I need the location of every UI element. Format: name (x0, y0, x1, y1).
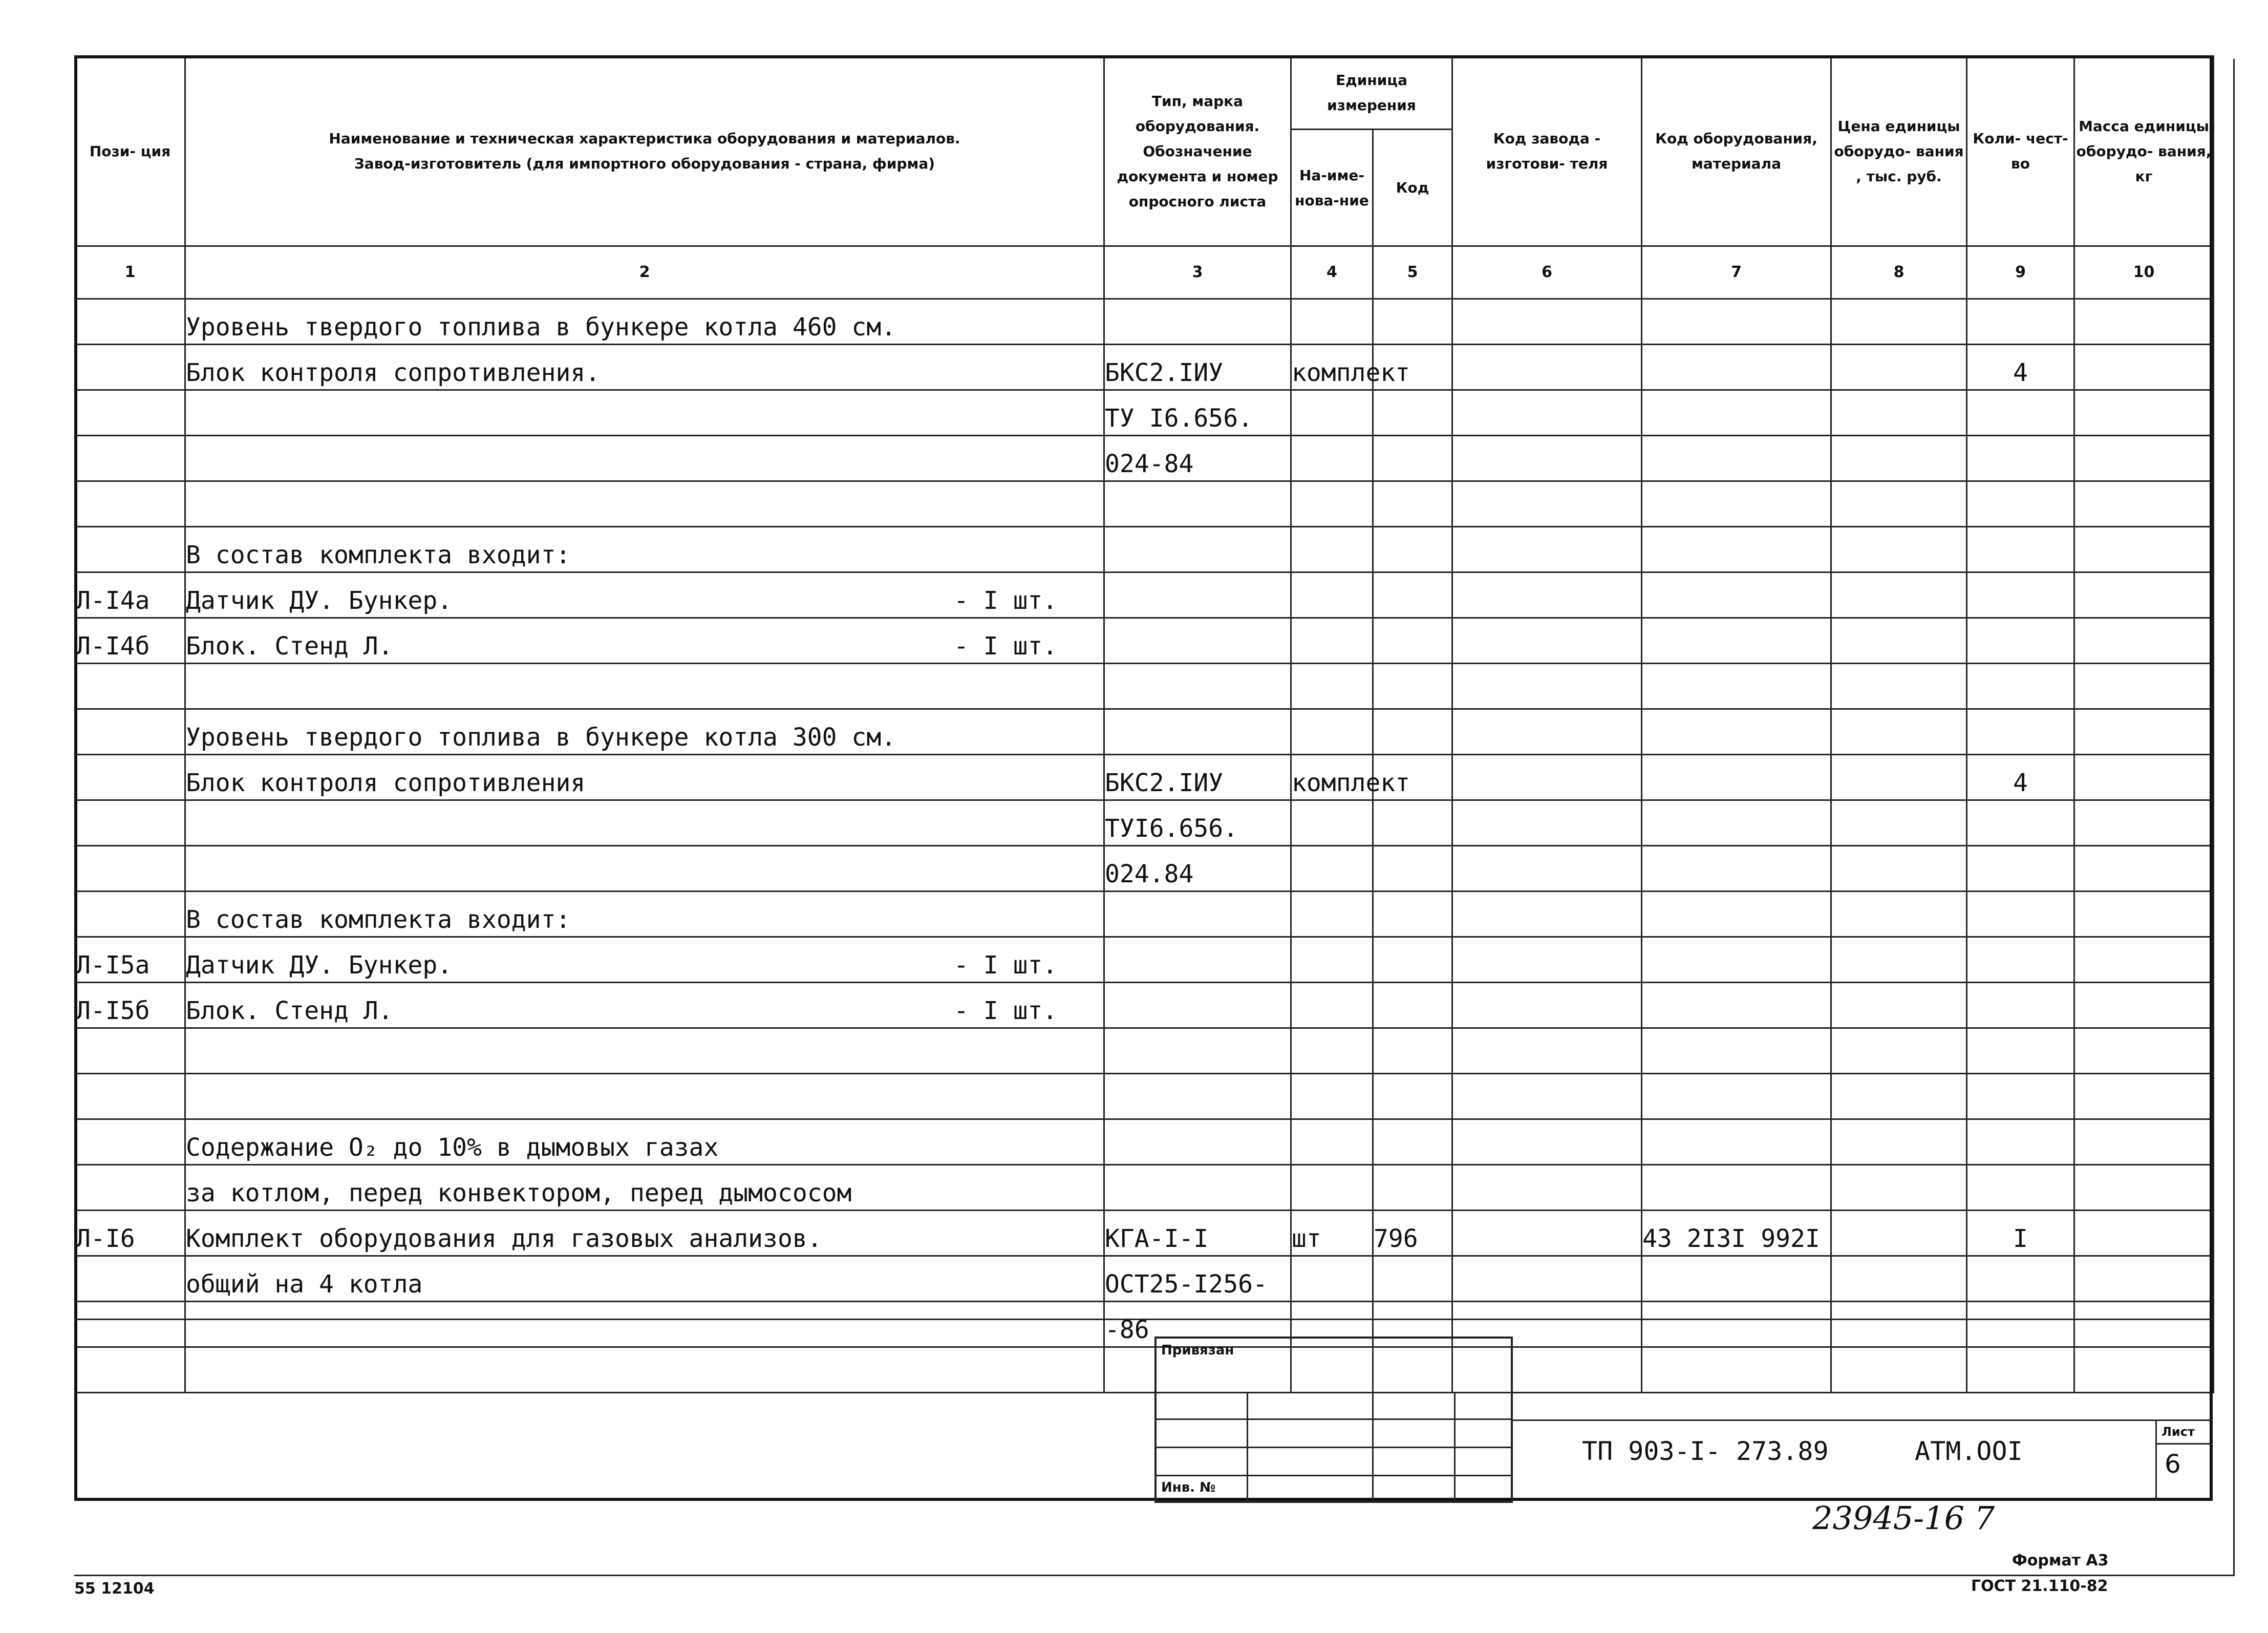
header-price: Цена единицы оборудо- вания , тыс. руб. (1831, 56, 1967, 246)
col-number: 7 (1642, 246, 1831, 299)
item-name: Блок контроля сопротивления. (186, 358, 601, 387)
stamp-line (1154, 1392, 1513, 1393)
item-name: В состав комплекта входит: (186, 541, 571, 569)
header-equip-code: Код оборудования, материала (1642, 56, 1831, 246)
item-name: Содержание O₂ до 10% в дымовых газах (186, 1133, 719, 1162)
header-unit-code: Код (1373, 130, 1452, 246)
type-cell: БКС2.IИУ (1104, 345, 1291, 390)
item-name: Блок. Стенд Л. (186, 996, 393, 1025)
count-cell: 4 (1967, 345, 2074, 390)
title-line (1513, 1419, 2213, 1421)
item-name: Уровень твердого топлива в бункере котла 460 см. (186, 313, 896, 342)
type-cell: 024.84 (1104, 846, 1291, 892)
col-number: 6 (1452, 246, 1642, 299)
outer-right-line (2233, 59, 2235, 1575)
position-cell: Л-I4а (75, 572, 185, 618)
sheet-number: 6 (2165, 1449, 2181, 1479)
col-number: 2 (185, 246, 1104, 299)
outer-bottom-line (74, 1575, 2235, 1576)
sheet-cell-line (2155, 1443, 2213, 1445)
type-cell: КГА-I-I (1104, 1211, 1291, 1256)
col-number: 1 (75, 246, 185, 299)
col-number: 9 (1967, 246, 2074, 299)
item-quantity: - I шт. (954, 632, 1058, 661)
item-name: Блок. Стенд Л. (186, 632, 393, 661)
title-block-top-line (74, 1319, 2213, 1320)
position-cell: Л-I4б (75, 618, 185, 664)
document-code: ТП 903-I- 273.89 (1582, 1436, 1829, 1466)
type-cell: -86 (1104, 1302, 1291, 1347)
sheet-frame (74, 55, 2213, 1501)
stamp-line (1154, 1418, 1513, 1420)
equipment-code-cell: 43 2I3I 992I (1642, 1211, 1831, 1256)
type-cell: ОСТ25-I256- (1104, 1256, 1291, 1302)
header-type: Тип, марка оборудования. Обозначение документа и номер опросного листа (1104, 56, 1291, 246)
header-factory-code: Код завода - изготови- теля (1452, 56, 1642, 246)
gost-label: ГОСТ 21.110-82 (1971, 1577, 2108, 1595)
count-cell: 4 (1967, 755, 2074, 800)
col-number: 10 (2074, 246, 2214, 299)
type-cell: ТУI6.656. (1104, 800, 1291, 846)
stamp-line (1454, 1392, 1456, 1503)
inventory-label: Инв. № (1161, 1480, 1216, 1495)
unit-name-cell: шт (1291, 1211, 1373, 1256)
form-code: 55 12104 (74, 1580, 155, 1598)
item-name: Уровень твердого топлива в бункере котла 300 см. (186, 723, 896, 752)
item-name: Блок контроля сопротивления (186, 769, 586, 797)
item-quantity: - I шт. (954, 996, 1058, 1025)
stamp-line (1154, 1447, 1513, 1448)
header-count: Коли- чест- во (1967, 56, 2074, 246)
item-name: Датчик ДУ. Бункер. (186, 951, 453, 980)
position-cell: Л-I5б (75, 983, 185, 1028)
count-cell: I (1967, 1211, 2074, 1256)
header-unit-name: На-име-нова-ние (1291, 130, 1373, 246)
handwritten-inventory-number: 23945-16 7 (1812, 1499, 1995, 1537)
format-label: Формат А3 (2012, 1552, 2109, 1570)
item-name: Комплект оборудования для газовых анализов. (186, 1224, 822, 1253)
col-number: 5 (1373, 246, 1452, 299)
item-quantity: - I шт. (954, 586, 1058, 615)
position-cell: Л-I6 (75, 1211, 185, 1256)
item-name: общий на 4 котла (186, 1270, 423, 1299)
header-unit: Единица измерения (1291, 56, 1452, 130)
type-cell: ТУ I6.656. (1104, 390, 1291, 436)
type-cell: 024-84 (1104, 436, 1291, 481)
header-name-line2: Завод-изготовитель (для импортного оборудования - страна, фирма) (354, 155, 935, 172)
item-name: В состав комплекта входит: (186, 905, 571, 934)
col-number: 8 (1831, 246, 1967, 299)
stamp-line (1372, 1392, 1374, 1503)
stamp-line (1247, 1392, 1248, 1503)
stamp-line (1154, 1475, 1513, 1476)
item-name: за котлом, перед конвектором, перед дымососом (186, 1179, 852, 1207)
item-quantity: - I шт. (954, 951, 1058, 980)
document-mark: АТМ.OOI (1915, 1436, 2023, 1466)
position-cell: Л-I5а (75, 937, 185, 983)
col-number: 4 (1291, 246, 1373, 299)
sheet-label: Лист (2162, 1425, 2195, 1439)
col-number: 3 (1104, 246, 1291, 299)
type-cell: БКС2.IИУ (1104, 755, 1291, 800)
unit-code-cell: 796 (1373, 1211, 1452, 1256)
header-name-line1: Наименование и техническая характеристика оборудования и материалов. (329, 130, 960, 147)
header-pos: Пози- ция (75, 56, 185, 246)
unit-name-cell: комплект (1291, 345, 1373, 390)
unit-name-cell: комплект (1291, 755, 1373, 800)
header-mass: Масса единицы оборудо- вания, кг (2074, 56, 2214, 246)
sheet-cell-line (2155, 1419, 2157, 1501)
linked-label: Привязан (1161, 1343, 1234, 1358)
item-name: Датчик ДУ. Бункер. (186, 586, 453, 615)
